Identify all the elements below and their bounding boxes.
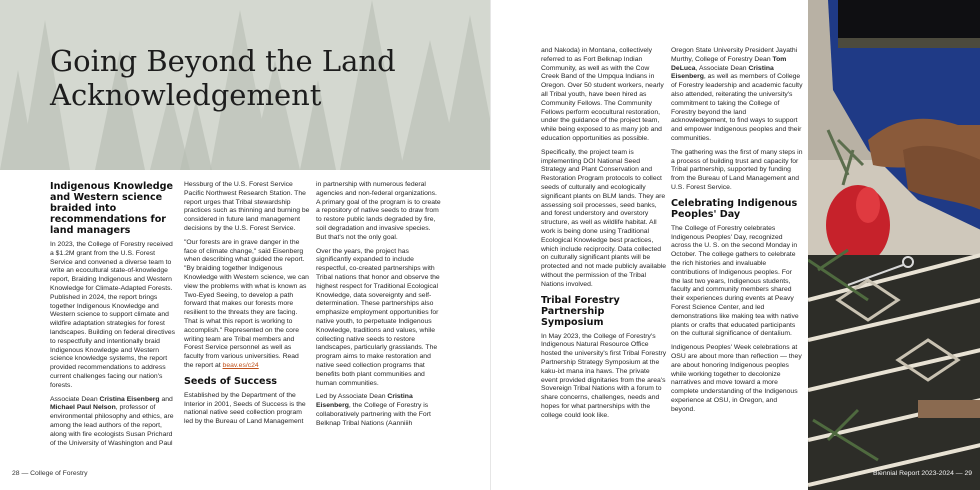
text-run: "Our forests are in grave danger in the face of climate change," said Eisenberg when describing what guided the report. "By braiding together Indigenous Knowledge with Western science, we can view the problems with what is known as Two-Eyed Seeing, to develop a path forward that makes our forests more resilient to the threats they are facing. That is what this report is working to accomplish." Represented on the core writing team are Tribal members and Forest Service personnel as well as faculty from various universities. Read the report at bbox=[184, 238, 309, 369]
paragraph: In 2023, the College of Forestry received a $1.2M grant from the U.S. Forest Service and convened a diverse team to write an ecocultural state-of-knowledge report, Braiding Indigenous and Western Knowledge for Climate-Adapted Forests. Published in 2024, the report brings together Indigenous Knowledge and Western science to support climate and wildfire adaptation strategies for forest landscapes. Building on federal directives to respectfully and intentionally braid Indigenous Knowledge and Western science knowledge systems, the report provided recommendations to address current challenges facing our nation's forests. bbox=[50, 241, 176, 389]
paragraph bbox=[316, 393, 442, 428]
photo-illustration bbox=[808, 0, 980, 490]
paragraph bbox=[50, 396, 178, 449]
section-heading-tribal-forestry: Tribal Forestry Partnership Symposium bbox=[541, 294, 620, 328]
section-heading-indigenous-knowledge: Indigenous Knowledge and Western science braided into recommendations for land managers bbox=[50, 181, 173, 236]
paragraph: and Nakoda) in Montana, collectively referred to as Fort Belknap Indian Community, as well as with the Cow Creek Band of the Umpqua Indians in Oregon. Over 50 student workers, nearly all Tribal youth, have been hired as Community Fellows. The Community Fellows perform ecocultural restoration, under the guidance of the project team, while being exposed to as many job and education opportunities as possible. bbox=[541, 47, 664, 142]
text-run: , professor of environmental philosophy and ethics, are among the lead authors of the report, along with fire ecologists Susan Prichard of the University of Washington and Paul bbox=[50, 404, 174, 447]
paragraph: in partnership with numerous federal agencies and non-federal organizations. A primary goal of the program is to create a repository of native seeds to draw from to restore public lands degraded by fire, soil degradation and invasive species. But that's not the only goal. bbox=[316, 181, 441, 241]
title-line-1: Going Beyond the Land bbox=[50, 44, 396, 78]
person-name: Cristina Eisenberg bbox=[671, 64, 774, 81]
photo-tea-making bbox=[808, 0, 980, 490]
right-column-1 bbox=[541, 47, 667, 425]
person-name: Michael Paul Nelson bbox=[50, 404, 116, 412]
text-run: , the College of Forestry is collaboratively partnering with the Fort Belknap Tribal Nations (Aanniiih bbox=[316, 402, 431, 427]
report-link[interactable]: beav.es/c24 bbox=[222, 361, 259, 369]
person-name: Cristina Eisenberg bbox=[99, 395, 160, 403]
paragraph: Indigenous Peoples' Week celebrations at OSU are about more than reflection — they are about honoring Indigenous peoples while working together to decolonize narratives and move toward a more complete understanding of the Indigenous experience at OSU, in Oregon, and beyond. bbox=[671, 344, 802, 413]
page-footer-right: Biennial Report 2023-2024 — 29 bbox=[873, 470, 972, 477]
page-footer-left: 28 — College of Forestry bbox=[12, 470, 88, 477]
text-run: and bbox=[159, 395, 173, 403]
paragraph: In May 2023, the College of Forestry's Indigenous Natural Resource Office hosted the university's first Tribal Forestry Partnership Strategy Symposium at the kaku-ixt mana ina haws. The private event provided dignitaries from the area's Sovereign Tribal Nations with a forum to share concerns, challenges, needs and hopes for what partnerships with the college could look like. bbox=[541, 332, 667, 419]
left-column-3 bbox=[316, 181, 442, 434]
text-run: Associate Dean bbox=[50, 395, 100, 403]
paragraph: The College of Forestry celebrates Indigenous Peoples' Day, recognized across the U. S. on the second Monday in October. The college gathers to celebrate the rich histories and invaluable contributions of Indigenous peoples. For the last two years, Indigenous students, faculty and community members shared their experiences during events at Peavy Forest Science Center, and led demonstrations like making tea with native plants or crafts that educated participants on the cultural significance of dentalium. bbox=[671, 224, 799, 338]
person-name: Cristina Eisenberg bbox=[316, 393, 413, 410]
paragraph: Established by the Department of the Interior in 2001, Seeds of Success is the national native seed collection program led by the Bureau of Land Management bbox=[184, 391, 306, 426]
left-column-1 bbox=[50, 181, 178, 453]
title-line-2: Acknowledgement bbox=[50, 78, 322, 112]
paragraph bbox=[184, 239, 310, 371]
section-heading-seeds-of-success: Seeds of Success bbox=[184, 375, 277, 387]
paragraph bbox=[671, 47, 803, 144]
person-name: Tom DeLuca bbox=[671, 55, 787, 72]
paragraph: Hessburg of the U.S. Forest Service Pacific Northwest Research Station. The report urges that Tribal stewardship practices such as thinning and burning be considered in future land management decisions by the U.S. Forest Service. bbox=[184, 181, 310, 232]
left-column-2 bbox=[184, 181, 310, 432]
paragraph: Specifically, the project team is implementing DOI National Seed Strategy and Plant Conservation and Restoration Program protocols to collect seeds of culturally and ecologically significant plants on BLM lands. They are assessing soil processes, seed banks, and forest understory and overstory structure, as well as wildlife habitat. All work is being done using Traditional Ecological Knowledge best practices, which include reciprocity. Data collected on culturally significant plants will be protected and not made publicly available without the permission of the Tribal Nations involved. bbox=[541, 148, 667, 288]
page-title bbox=[50, 44, 396, 112]
right-page bbox=[490, 0, 980, 490]
right-column-2 bbox=[671, 47, 803, 419]
paragraph: The gathering was the first of many steps in a process of building trust and capacity for Tribal partnership, supported by funding from the Bureau of Land Management and U.S. Forest Service. bbox=[671, 148, 803, 191]
section-heading-indigenous-peoples-day: Celebrating Indigenous Peoples' Day bbox=[671, 197, 798, 220]
text-run: Led by Associate Dean bbox=[316, 393, 388, 401]
text-run: Oregon State University President Jayathi Murthy, College of Forestry Dean bbox=[671, 47, 798, 63]
paragraph: Over the years, the project has significantly expanded to include respectful, co-created partnerships with Tribal nations that honor and observe the highest respect for Traditional Ecological Knowledge, data sovereignty and self-determination. These partnerships also emphasize employment opportunities for native youth, to perpetuate Indigenous Knowledge, traditions and values, while collecting native seeds to restore landscapes, particularly grasslands. The program aims to make restoration and native seed collection programs that benefits both plant communities and human communities. bbox=[316, 247, 440, 387]
text-run: , as well as members of College of Forestry leadership and academic faculty also attended, reiterating the university's commitment to taking the College of Forestry beyond the land acknowledgement, to find ways to support and empower Indigenous peoples and their communities. bbox=[671, 73, 803, 142]
text-run: , Associate Dean bbox=[695, 64, 749, 72]
header-forest-band bbox=[0, 0, 490, 170]
